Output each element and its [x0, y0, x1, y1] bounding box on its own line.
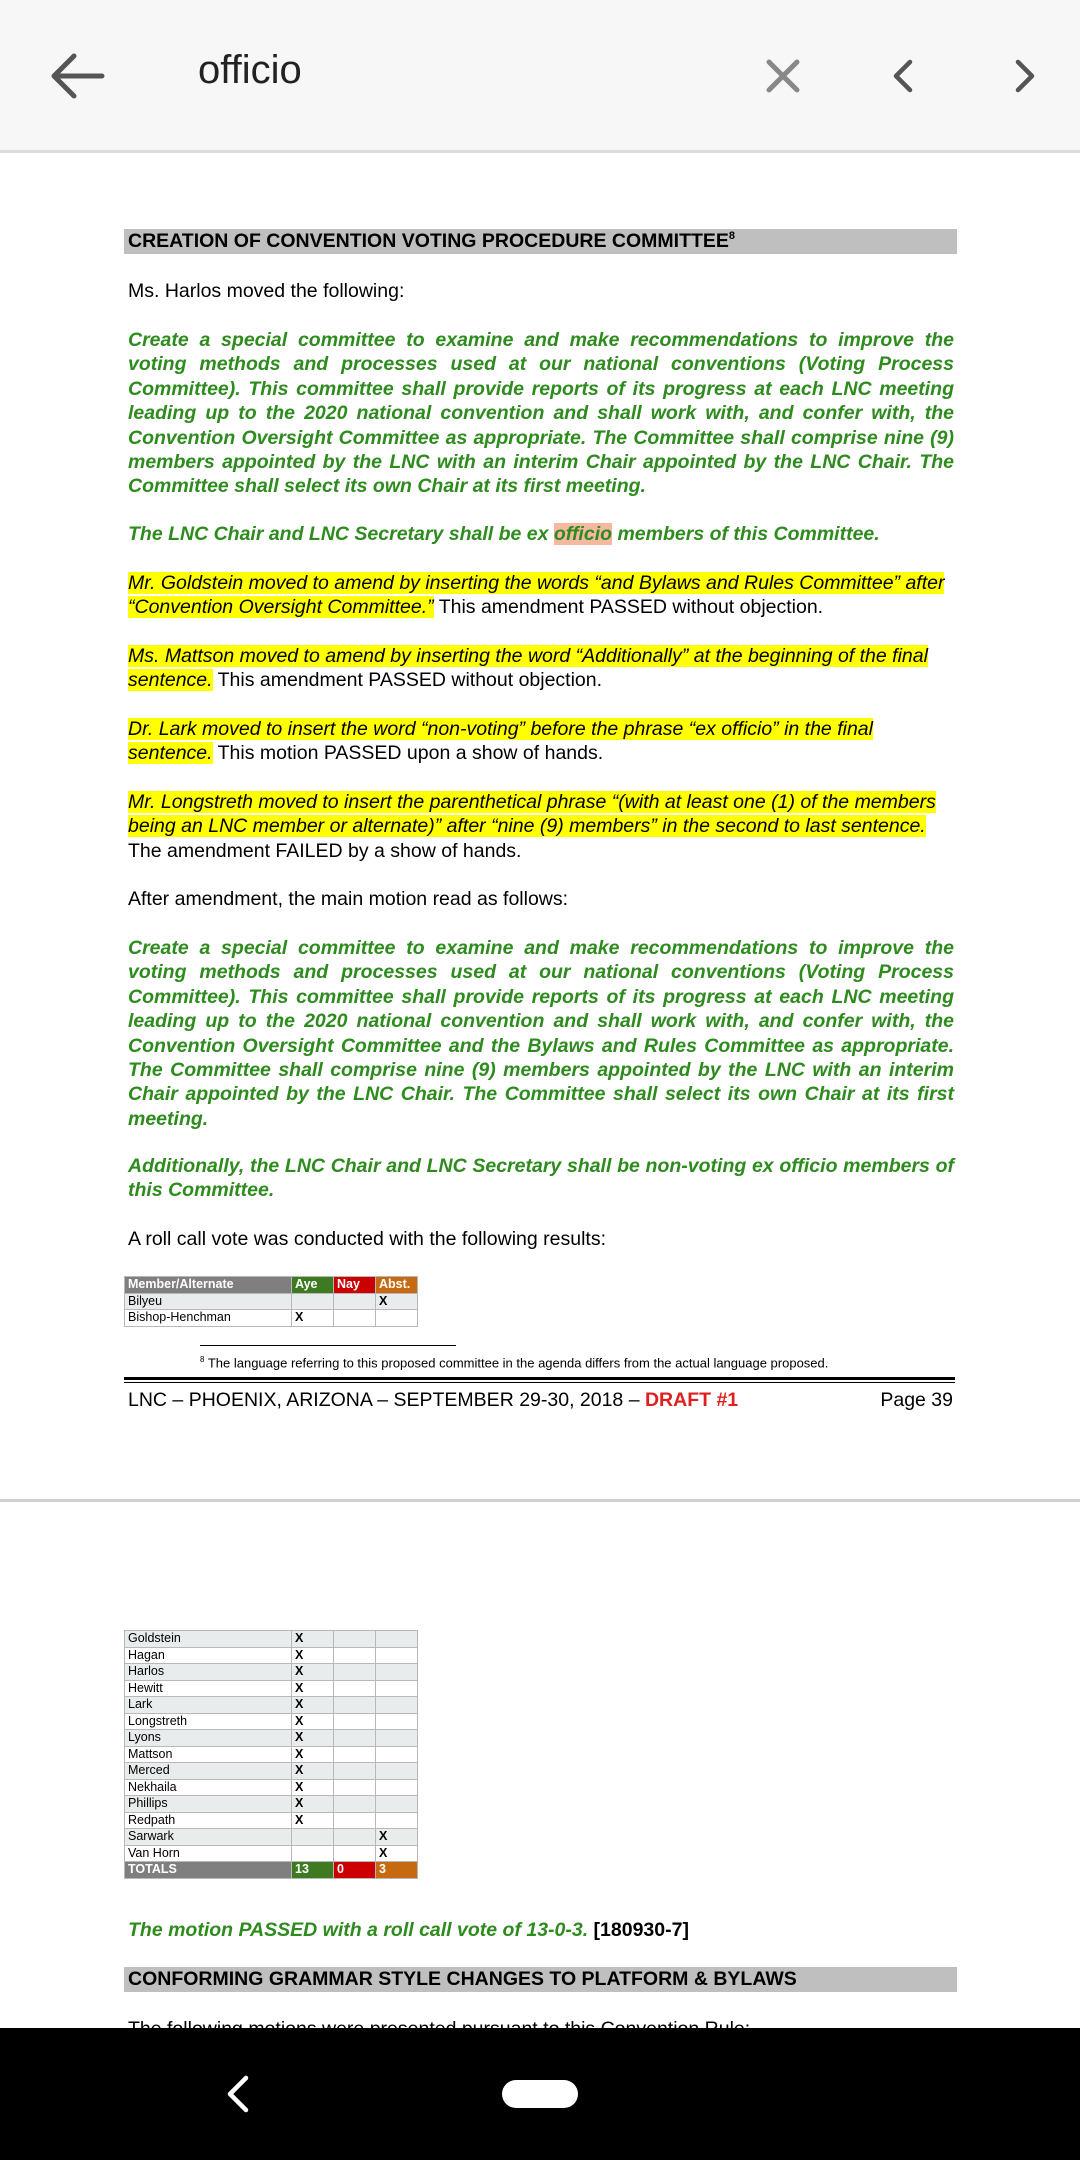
- back-arrow-icon[interactable]: [46, 50, 106, 102]
- nav-back-icon[interactable]: [222, 2072, 252, 2116]
- cell-aye: X: [292, 1746, 334, 1763]
- cell-abst: [376, 1779, 418, 1796]
- cell-abst: [376, 1796, 418, 1813]
- previous-match-icon[interactable]: [880, 52, 928, 100]
- cell-aye: X: [292, 1812, 334, 1829]
- cell-nay: [334, 1730, 376, 1747]
- cell-name: Lyons: [125, 1730, 292, 1747]
- footnote-ref: 8: [728, 230, 736, 242]
- cell-abst: [376, 1631, 418, 1648]
- table-row: [125, 1713, 418, 1730]
- table-row: [125, 1746, 418, 1763]
- cell-nay: [334, 1796, 376, 1813]
- total-label: TOTALS: [125, 1862, 292, 1879]
- cell-name: Hewitt: [125, 1680, 292, 1697]
- cell-aye: X: [292, 1730, 334, 1747]
- cell-name: Redpath: [125, 1812, 292, 1829]
- original-motion: Create a special committee to examine and make recommendations to improve the voting methods and processes used at our national conventions (Voting Process Committee). This committee shall provide reports of its progress at each LNC meeting leading up to the 2020 national convention and shall work with, and confer with, the Convention Oversight Committee as appropriate. The Committee shall comprise nine (9) members appointed by the LNC with an interim Chair appointed by the LNC Chair. The Committee shall select its own Chair at its first meeting.: [128, 329, 954, 498]
- cell-nay: [334, 1829, 376, 1846]
- system-navigation-bar: [0, 2028, 1080, 2160]
- cell-name: Nekhaila: [125, 1779, 292, 1796]
- cell-name: Sarwark: [125, 1829, 292, 1846]
- footer-rule-thin: [124, 1382, 955, 1383]
- total-nay: 0: [334, 1862, 376, 1879]
- search-match-highlight: officio: [553, 523, 613, 545]
- table-row: Bilyeu X: [125, 1293, 418, 1310]
- cell-name: Phillips: [125, 1796, 292, 1813]
- table-row: [125, 1697, 418, 1714]
- table-row: [125, 1730, 418, 1747]
- cell-aye: X: [292, 1647, 334, 1664]
- cell-aye: X: [292, 1697, 334, 1714]
- cell-nay: [334, 1713, 376, 1730]
- cell-abst: [376, 1730, 418, 1747]
- motion-reference: [180930-7]: [588, 1919, 689, 1941]
- additionally-sentence: Additionally, the LNC Chair and LNC Secretary shall be non-voting ex officio members of this Committee.: [128, 1155, 954, 1202]
- table-header-row: [125, 1277, 418, 1294]
- page-footer: LNC – PHOENIX, ARIZONA – SEPTEMBER 29-30, 2018 – DRAFT #1: [128, 1389, 739, 1411]
- find-in-document-bar: [0, 0, 1080, 153]
- total-abst: 3: [376, 1862, 418, 1879]
- cell-nay: [334, 1812, 376, 1829]
- cell-aye: X: [292, 1680, 334, 1697]
- header-abst: Abst.: [376, 1277, 418, 1294]
- total-aye: 13: [292, 1862, 334, 1879]
- cell-nay: [334, 1631, 376, 1648]
- amendment-lark: Dr. Lark moved to insert the word “non-voting” before the phrase “ex officio” in the final sentence. This motion PASSED upon a show of hands.: [128, 718, 873, 765]
- cell-nay: [334, 1763, 376, 1780]
- footer-rule: [124, 1377, 955, 1380]
- cell-abst: [376, 1713, 418, 1730]
- amendment-longstreth: Mr. Longstreth moved to insert the parenthetical phrase “(with at least one (1) of the members being an LNC member or alternate)” after “nine (9) members” in the second to last sentence. The amendment FAILED by a show of hands.: [128, 791, 936, 862]
- footnote-divider: [200, 1345, 456, 1346]
- cell-name: Lark: [125, 1697, 292, 1714]
- totals-row: [125, 1862, 418, 1879]
- cell-nay: [334, 1779, 376, 1796]
- footnote: $^8$ The language referring to this proposed committee in the agenda differs from the actual language proposed.: [200, 1355, 829, 1371]
- cell-name: Merced: [125, 1763, 292, 1780]
- cell-abst: [376, 1647, 418, 1664]
- intro-paragraph: Ms. Harlos moved the following:: [128, 280, 405, 302]
- cell-name: Van Horn: [125, 1845, 292, 1862]
- table-row: [125, 1664, 418, 1681]
- amendment-mattson: Ms. Mattson moved to amend by inserting the word “Additionally” at the beginning of the final sentence. This amendment PASSED without objection.: [128, 645, 928, 692]
- cell-name: Goldstein: [125, 1631, 292, 1648]
- cell-aye: X: [292, 1763, 334, 1780]
- table-row: [125, 1680, 418, 1697]
- cell-nay: [334, 1845, 376, 1862]
- cell-nay: [334, 1746, 376, 1763]
- draft-label: DRAFT #1: [644, 1389, 739, 1411]
- table-row: [125, 1829, 418, 1846]
- cell-abst: [376, 1812, 418, 1829]
- cell-nay: [334, 1680, 376, 1697]
- roll-call-table: [124, 1276, 418, 1327]
- table-row: [125, 1845, 418, 1862]
- cell-abst: [376, 1697, 418, 1714]
- cell-name: Harlos: [125, 1664, 292, 1681]
- after-amendment-text: After amendment, the main motion read as follows:: [128, 888, 569, 910]
- cell-name: Longstreth: [125, 1713, 292, 1730]
- cell-aye: X: [292, 1713, 334, 1730]
- nav-home-pill[interactable]: [502, 2080, 578, 2108]
- cell-aye: X: [292, 1631, 334, 1648]
- table-row: [125, 1763, 418, 1780]
- document-page-39: [0, 153, 1080, 1499]
- cell-nay: [334, 1697, 376, 1714]
- cell-name: Hagan: [125, 1647, 292, 1664]
- amendment-goldstein: Mr. Goldstein moved to amend by inserting the words “and Bylaws and Rules Committee” after “Convention Oversight Committee.” This amendment PASSED without objection.: [128, 572, 945, 619]
- cell-aye: X: [292, 1779, 334, 1796]
- motion-result: The motion PASSED with a roll call vote of 13-0-3. [180930-7]: [128, 1919, 689, 1941]
- roll-call-table-continued: [124, 1630, 418, 1879]
- table-row: Bishop-Henchman X: [125, 1310, 418, 1327]
- amended-motion: Create a special committee to examine and make recommendations to improve the voting methods and processes used at our national conventions (Voting Process Committee). This committee shall provide reports of its progress at each LNC meeting leading up to the 2020 national convention and shall work with, and confer with, the Convention Oversight Committee and the Bylaws and Rules Committee as appropriate. The Committee shall comprise nine (9) members appointed by the LNC with an interim Chair appointed by the LNC Chair. The Committee shall select its own Chair at its first meeting.: [128, 937, 954, 1130]
- cell-abst: X: [376, 1829, 418, 1846]
- page-number: Page 39: [880, 1389, 953, 1411]
- search-query[interactable]: officio: [198, 48, 302, 92]
- ex-officio-sentence: The LNC Chair and LNC Secretary shall be ex officio members of this Committee.: [128, 523, 880, 545]
- table-row: [125, 1812, 418, 1829]
- header-aye: Aye: [292, 1277, 334, 1294]
- section-heading: CREATION OF CONVENTION VOTING PROCEDURE COMMITTEE$^8$: [124, 229, 957, 254]
- cell-abst: [376, 1763, 418, 1780]
- cell-aye: X: [292, 1664, 334, 1681]
- roll-call-intro: A roll call vote was conducted with the following results:: [128, 1228, 606, 1250]
- cell-abst: [376, 1680, 418, 1697]
- table-row: [125, 1647, 418, 1664]
- table-row: [125, 1796, 418, 1813]
- cell-nay: [334, 1664, 376, 1681]
- cell-abst: [376, 1664, 418, 1681]
- clear-search-icon[interactable]: [759, 52, 807, 100]
- header-member: Member/Alternate: [125, 1277, 292, 1294]
- cell-name: Mattson: [125, 1746, 292, 1763]
- cell-abst: X: [376, 1845, 418, 1862]
- table-row: [125, 1631, 418, 1648]
- section-heading-grammar: CONFORMING GRAMMAR STYLE CHANGES TO PLATFORM & BYLAWS: [124, 1967, 957, 1992]
- table-row: [125, 1779, 418, 1796]
- cell-aye: [292, 1829, 334, 1846]
- cell-abst: [376, 1746, 418, 1763]
- cell-aye: X: [292, 1796, 334, 1813]
- document-page-40: [0, 1502, 1080, 2028]
- cell-nay: [334, 1647, 376, 1664]
- cell-aye: [292, 1845, 334, 1862]
- header-nay: Nay: [334, 1277, 376, 1294]
- next-match-icon[interactable]: [1000, 52, 1048, 100]
